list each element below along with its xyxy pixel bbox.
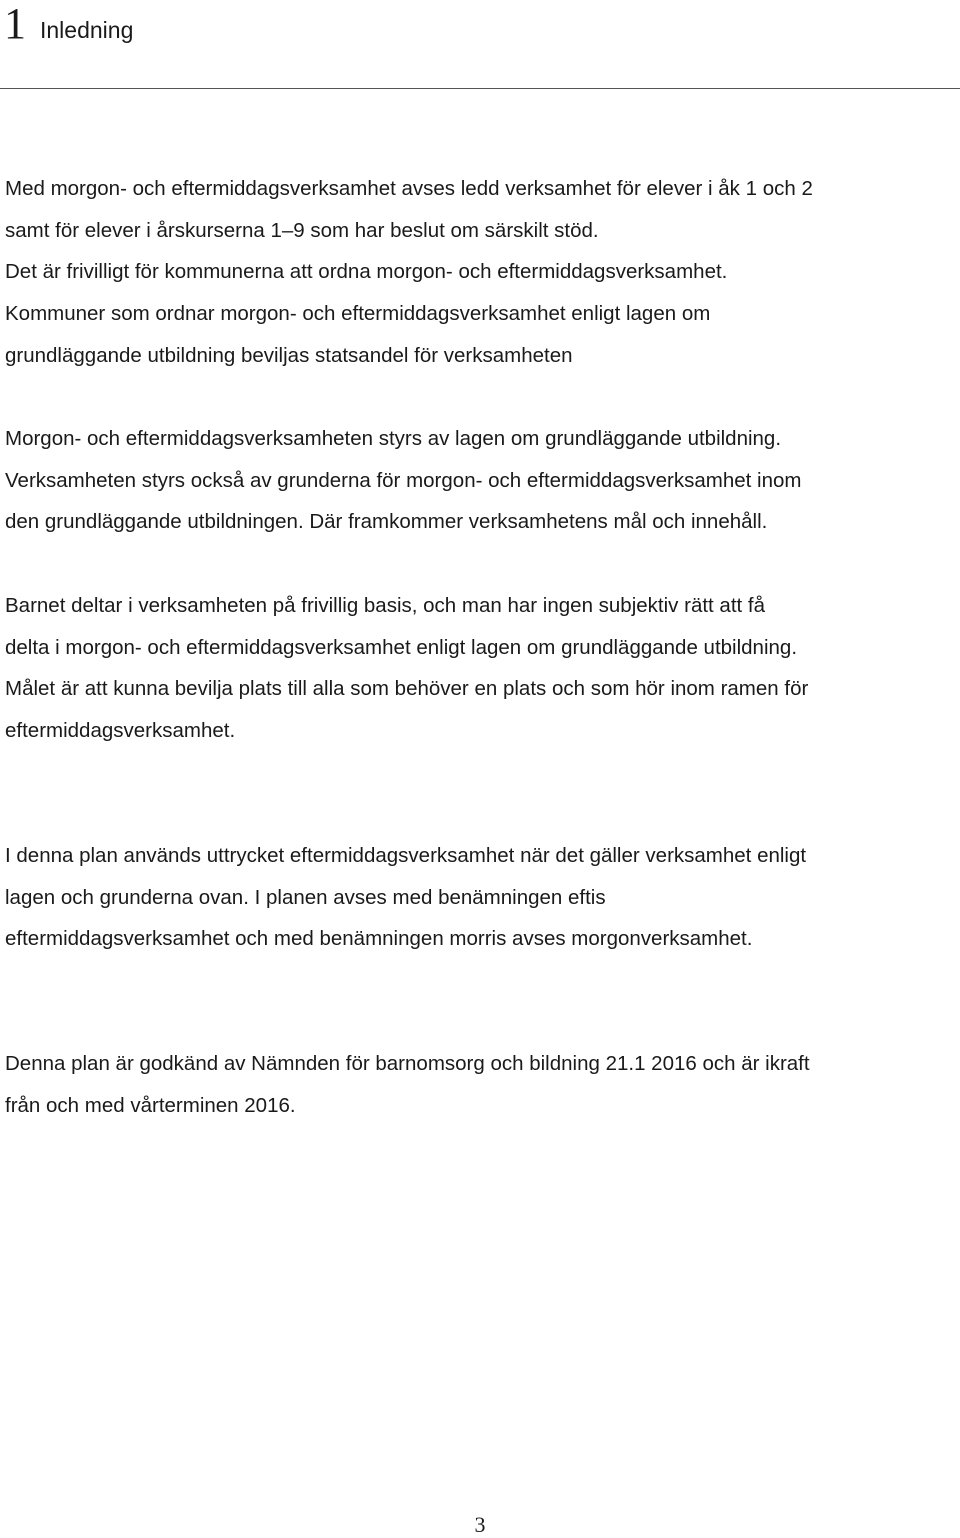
paragraph-governance: Morgon- och eftermiddagsverksamheten styrs av lagen om grundläggande utbildning. Verksamheten styrs också av grunderna för morgon- och eftermiddagsverksamhet inom den grundläggande utbildningen. Där framkommer verksamhetens mål och innehåll. [5, 427, 802, 534]
section-heading [4, 0, 133, 48]
paragraph-definition: Med morgon- och eftermiddagsverksamhet avses ledd verksamhet för elever i åk 1 och 2 samt för elever i årskurserna 1–9 som har beslut om särskilt stöd. Det är frivilligt för kommunerna att ordna morgon- och eftermiddagsverksamhet. Kommuner som ordnar morgon- och eftermiddagsverksamhet enligt lagen om grundläggande utbildning beviljas statsandel för verksamheten [5, 177, 813, 367]
paragraph-participation: Barnet deltar i verksamheten på frivillig basis, och man har ingen subjektiv rätt att få delta i morgon- och eftermiddagsverksamhet enligt lagen om grundläggande utbildning. Målet är att kunna bevilja plats till alla som behöver en plats och som hör inom ramen för eftermiddagsverksamhet. [5, 594, 809, 743]
paragraph-terminology: I denna plan används uttrycket eftermiddagsverksamhet när det gäller verksamhet enligt lagen och grunderna ovan. I planen avses med benämningen eftis eftermiddagsverksamhet och med benämningen morris avses morgonverksamhet. [5, 844, 807, 951]
page-number: 3 [474, 1512, 486, 1537]
section-number: 1 [4, 0, 26, 48]
section-title: Inledning [40, 17, 134, 43]
paragraph-approval: Denna plan är godkänd av Nämnden för barnomsorg och bildning 21.1 2016 och är ikraft från och med vårterminen 2016. [5, 1052, 810, 1117]
heading-divider [0, 88, 960, 89]
